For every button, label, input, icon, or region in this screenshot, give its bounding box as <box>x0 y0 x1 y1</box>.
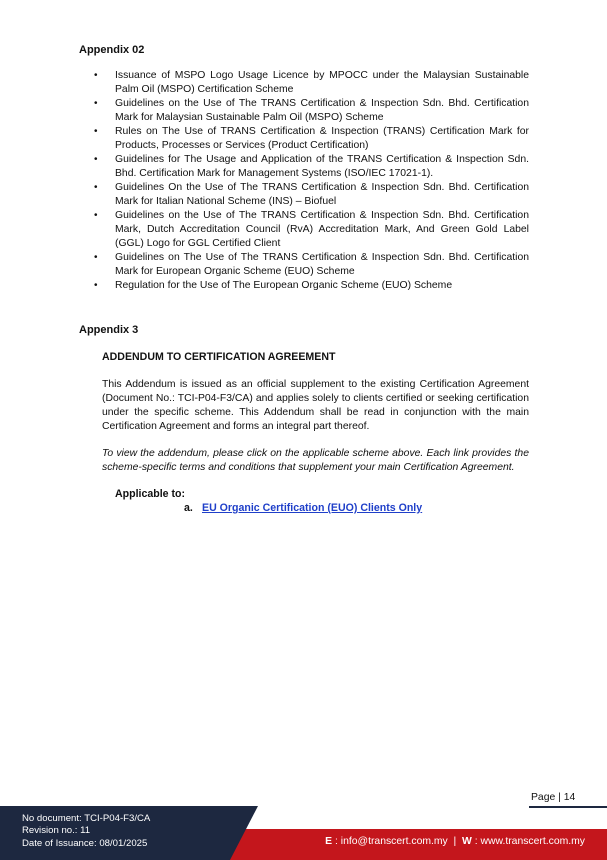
list-item: • Rules on The Use of TRANS Certification & Inspection (TRANS) Certification Mark for Products, Processes or Services (Product Certification) <box>94 126 529 151</box>
appendix-02-heading: Appendix 02 <box>79 44 145 56</box>
bullet-icon: • <box>94 210 98 222</box>
list-item: • Issuance of MSPO Logo Usage Licence by MPOCC under the Malaysian Sustainable Palm Oil (MSPO) Certification Scheme <box>94 70 529 95</box>
bullet-icon: • <box>94 154 98 166</box>
email-label: E <box>325 836 333 847</box>
list-item: • Guidelines for The Usage and Application of the TRANS Certification & Inspection Sdn. Bhd. Certification Mark for Management Systems (ISO/IEC 17021-1). <box>94 154 529 180</box>
web-label: W <box>462 836 472 847</box>
bullet-icon: • <box>94 280 98 292</box>
addendum-instruction: To view the addendum, please click on the applicable scheme above. Each link provides the scheme-specific terms and conditions that supplement your main Certification Agreement. <box>102 448 529 473</box>
applicable-label: Applicable to: <box>115 488 186 500</box>
scheme-link-item <box>184 502 422 514</box>
list-item: • Guidelines On the Use of The TRANS Certification & Inspection Sdn. Bhd. Certification Mark for Italian National Scheme (INS) – Biofuel <box>94 182 529 208</box>
issuance-date: Date of Issuance: 08/01/2025 <box>22 837 148 849</box>
website-address[interactable]: www.transcert.com.my <box>480 836 585 847</box>
document-number: No document: TCI-P04-F3/CA <box>22 813 151 824</box>
bullet-icon: • <box>94 70 98 81</box>
list-item: • Regulation for the Use of The European Organic Scheme (EUO) Scheme <box>94 280 453 292</box>
revision-number: Revision no.: 11 <box>22 825 91 837</box>
page-number: Page | 14 <box>531 792 576 803</box>
contact-info: E : info@transcert.com.my | W : www.transcert.com.my <box>325 836 585 847</box>
appendix-3-heading: Appendix 3 <box>79 324 139 336</box>
bullet-icon: • <box>94 252 98 264</box>
list-item: • Guidelines on the Use of The TRANS Certification & Inspection Sdn. Bhd. Certification Mark for Malaysian Sustainable Palm Oil (MSPO) Scheme <box>94 98 529 123</box>
addendum-paragraph: This Addendum is issued as an official supplement to the existing Certification Agreement (Document No.: TCI-P04-F3/CA) and applies solely to clients certified or seeking certification under the specific scheme. This Addendum shall be read in conjunction with the main Certification Agreement and forms an integral part thereof. <box>102 379 529 432</box>
euo-addendum-link[interactable]: EU Organic Certification (EUO) Clients Only <box>202 502 423 514</box>
email-address[interactable]: info@transcert.com.my <box>340 836 448 847</box>
list-item: • Guidelines on The Use of The TRANS Certification & Inspection Sdn. Bhd. Certification Mark for European Organic Scheme (EUO) Scheme <box>94 252 529 278</box>
appendix-02-list <box>92 69 529 294</box>
bullet-icon: • <box>94 126 98 138</box>
document-info <box>22 813 150 850</box>
page-number-rule <box>529 806 607 808</box>
list-item: • Guidelines on the Use of The TRANS Certification & Inspection Sdn. Bhd. Certification Mark, Dutch Accreditation Council (RvA) Accreditation Mark, And Green Gold Label (GGL) Logo for GGL Certified Client <box>94 210 529 250</box>
bullet-icon: • <box>94 98 98 110</box>
contact-separator: | <box>453 836 457 847</box>
addendum-title: ADDENDUM TO CERTIFICATION AGREEMENT <box>102 351 336 363</box>
bullet-icon: • <box>94 182 98 194</box>
list-marker: a. <box>184 502 193 514</box>
